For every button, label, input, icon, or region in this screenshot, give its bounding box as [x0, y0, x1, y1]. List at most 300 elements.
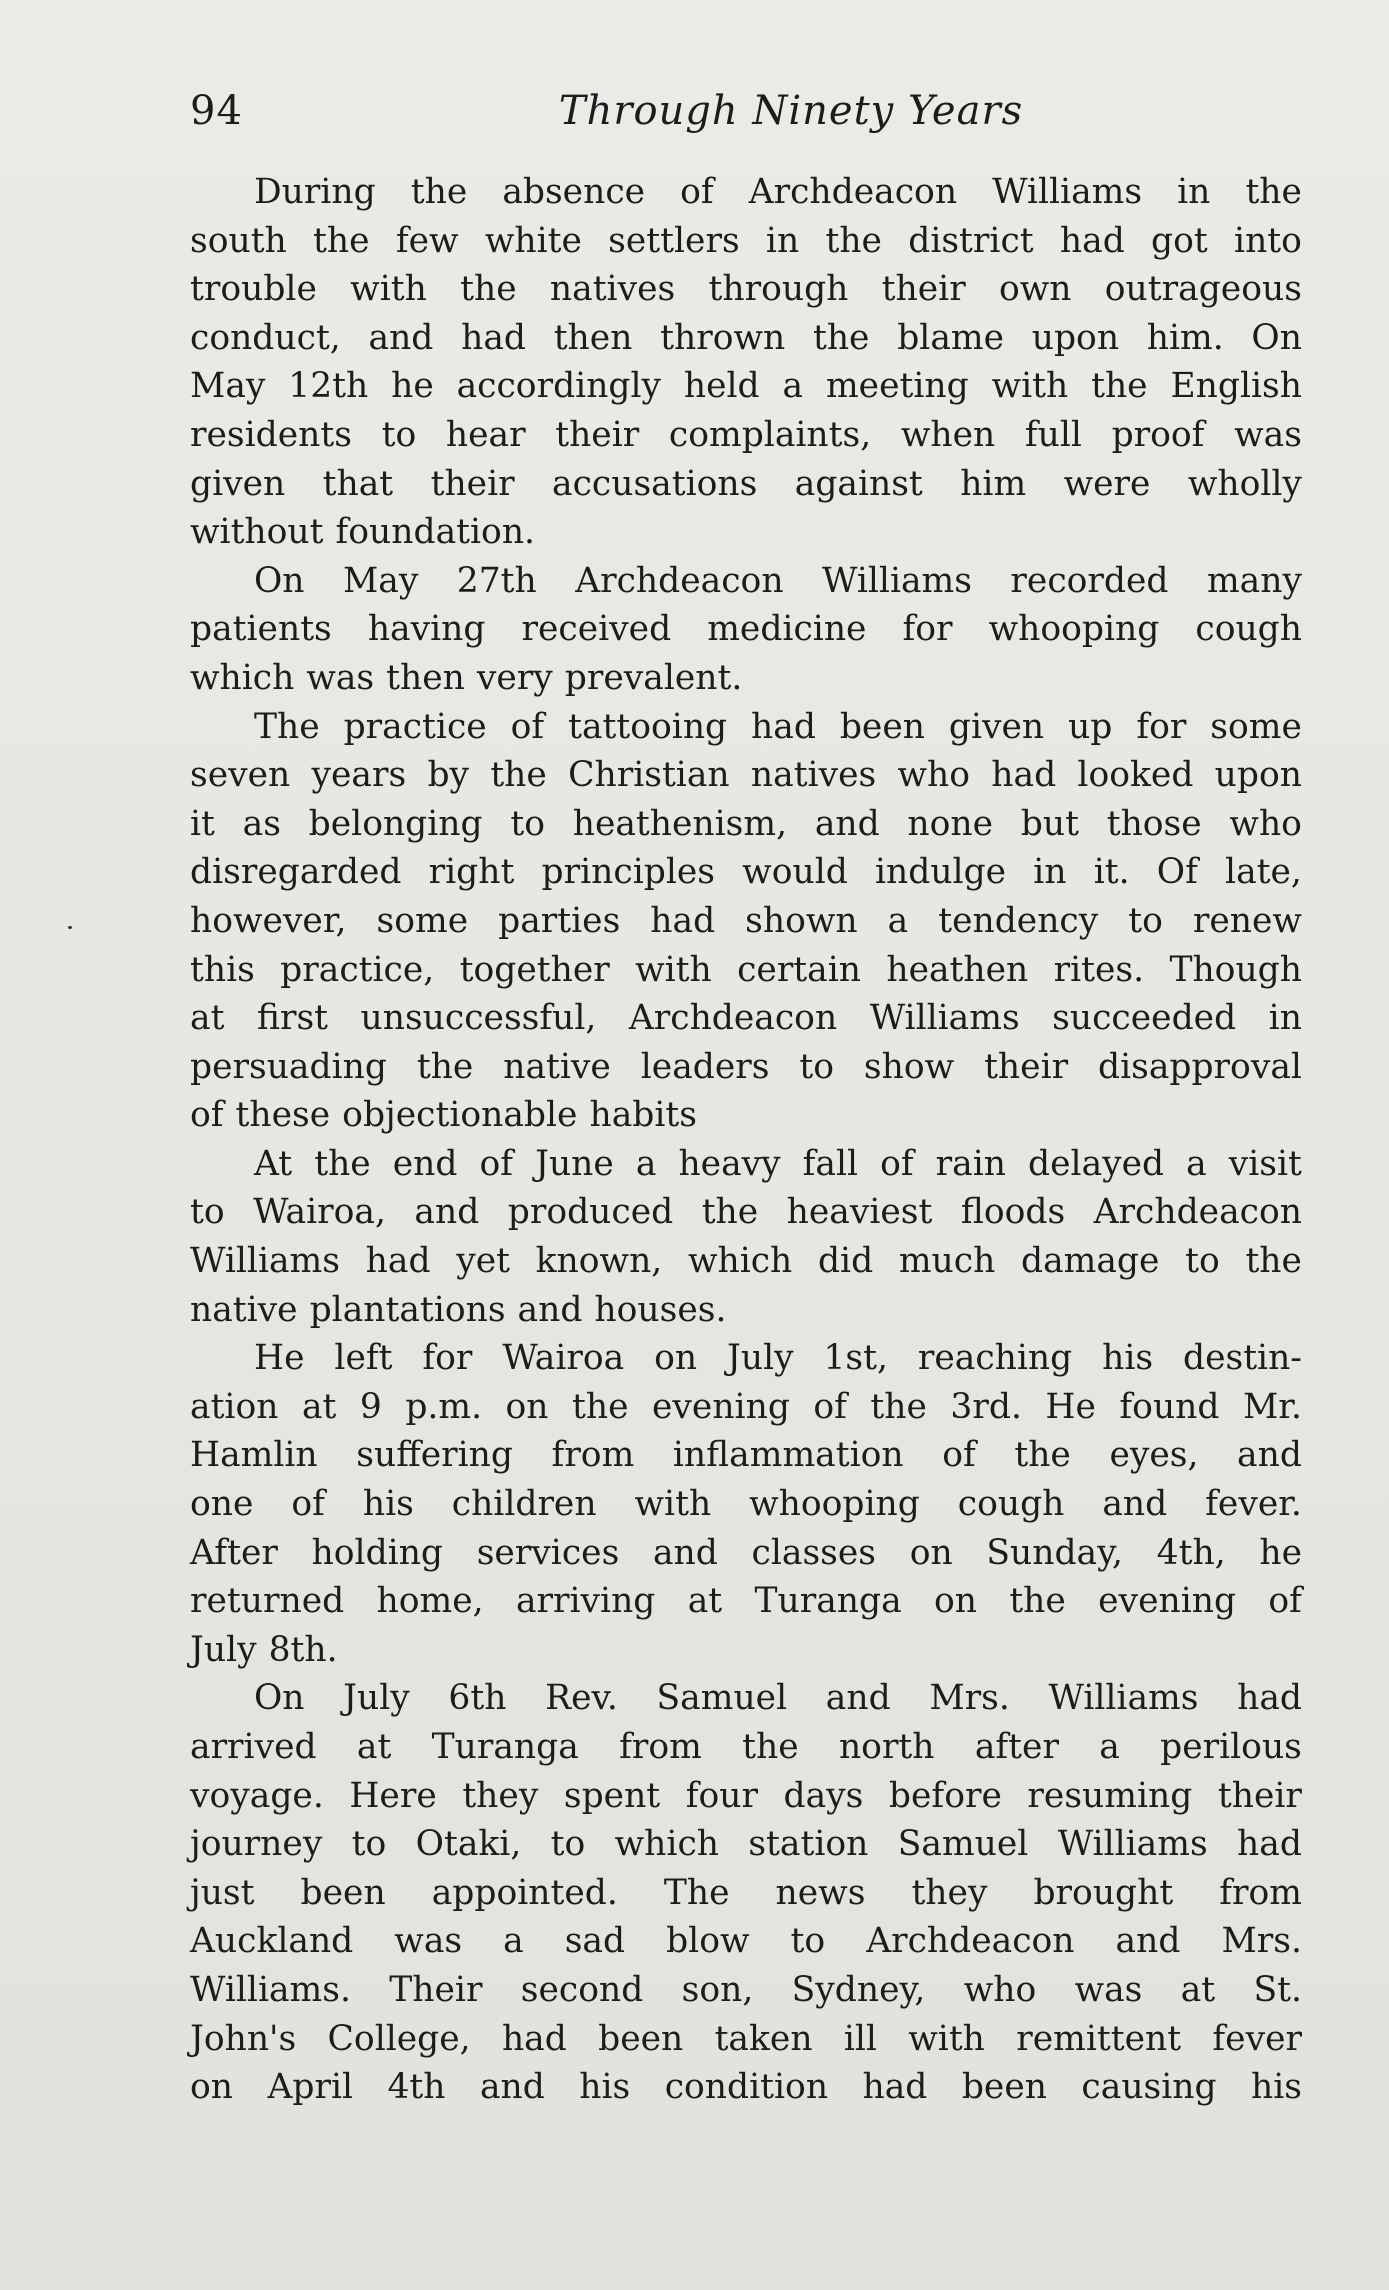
word: son, [681, 1969, 754, 2010]
word: in [1268, 998, 1302, 1039]
word: He [1045, 1386, 1096, 1427]
word: damage [1021, 1241, 1160, 1282]
word: fever. [1205, 1484, 1302, 1525]
word: from [1219, 1872, 1302, 1913]
word: upon [1031, 317, 1120, 358]
text-line [190, 1237, 1302, 1286]
word: a [503, 1921, 524, 1962]
word: 3rd. [950, 1386, 1022, 1427]
word: the [410, 172, 468, 212]
text-line [190, 848, 1302, 897]
word: into [1234, 220, 1302, 261]
word: a [1099, 1727, 1120, 1767]
text-line [190, 362, 1302, 411]
text-line [190, 411, 1302, 460]
word: north [838, 1727, 935, 1767]
word: foundation. [335, 512, 536, 553]
word: and [652, 1532, 718, 1573]
word: absence [502, 172, 646, 212]
word: then [553, 317, 633, 358]
word: sad [564, 1921, 626, 1962]
text-line [190, 1043, 1302, 1092]
word: was [1234, 414, 1302, 455]
word: to [510, 803, 545, 844]
word: fever [1212, 2018, 1302, 2059]
text-line [190, 1723, 1302, 1772]
word: he [391, 366, 434, 407]
word: first [256, 998, 329, 1039]
word: disapproval [1098, 1046, 1302, 1087]
word: ill [843, 2018, 877, 2059]
word: patients [190, 609, 332, 650]
word: tendency [938, 900, 1099, 941]
word: The [663, 1872, 730, 1913]
word: indulge [875, 852, 1007, 893]
word: at [356, 1727, 392, 1767]
word: who [897, 755, 971, 796]
word: of [1268, 1581, 1302, 1622]
word: just [190, 1872, 255, 1913]
word: having [367, 609, 486, 650]
word: appointed. [431, 1872, 618, 1913]
word: Archdeacon [1093, 1192, 1302, 1233]
word: Archdeacon [748, 172, 958, 212]
word: this [190, 949, 255, 990]
word: May [342, 560, 419, 601]
word: received [521, 609, 672, 650]
word: practice, [280, 949, 435, 990]
word: of [190, 1095, 224, 1136]
word: April [267, 2067, 354, 2108]
word: May [190, 366, 266, 407]
text-line [190, 2063, 1302, 2112]
word: been [300, 1872, 386, 1913]
word: Archdeacon [628, 998, 838, 1039]
text-line [190, 1869, 1302, 1918]
word: their [984, 1046, 1069, 1087]
word: causing [1081, 2067, 1217, 2108]
word: had [501, 2018, 567, 2059]
word: had [461, 317, 526, 358]
word: looked [1077, 755, 1194, 796]
word: it. [1093, 852, 1130, 893]
word: accordingly [456, 366, 662, 407]
word: second [520, 1969, 644, 2010]
word: none [907, 803, 994, 844]
text-line [190, 1334, 1302, 1383]
word: and [814, 803, 880, 844]
word: had [862, 2067, 928, 2108]
word: principles [541, 852, 715, 893]
word: Williams [821, 560, 972, 601]
word: had [1237, 1678, 1302, 1719]
word: p.m. [405, 1386, 483, 1427]
word: given [190, 463, 286, 504]
margin-speck [68, 926, 72, 929]
word: for [1136, 706, 1187, 747]
word: 6th [448, 1678, 507, 1719]
word: a [887, 900, 909, 941]
word: eyes, [1109, 1435, 1199, 1476]
word: wholly [1187, 463, 1302, 504]
word: and [1115, 1921, 1181, 1962]
word: taken [714, 2018, 813, 2059]
word: residents [190, 414, 352, 455]
text-line [190, 703, 1302, 752]
word: at [687, 1581, 723, 1622]
word: voyage. [190, 1775, 324, 1816]
text-line [190, 1286, 1302, 1335]
word: prevalent. [564, 657, 743, 698]
word: cough [1195, 609, 1302, 650]
word: spent [563, 1775, 661, 1816]
text-line [190, 314, 1302, 363]
word: the [742, 1727, 799, 1767]
word: which [687, 1241, 793, 1282]
word: reaching [917, 1338, 1073, 1379]
word: Mrs. [1221, 1921, 1302, 1962]
word: of [680, 172, 714, 212]
word: and [368, 317, 434, 358]
word: condition [664, 2067, 829, 2108]
word: Hamlin [190, 1435, 318, 1476]
word: had [751, 706, 816, 747]
word: some [1210, 706, 1302, 747]
word: on [190, 2067, 233, 2108]
text-line [190, 557, 1302, 606]
word: Williams. [190, 1969, 351, 2010]
word: heavy [678, 1143, 781, 1184]
word: 4th, [1156, 1532, 1226, 1573]
text-line [190, 1626, 1302, 1675]
word: together [459, 949, 610, 990]
word: full [1024, 414, 1082, 455]
word: Williams [1057, 1824, 1208, 1865]
word: June [535, 1143, 614, 1184]
word: the [313, 220, 370, 261]
word: arrived [190, 1727, 317, 1767]
word: After [190, 1532, 278, 1573]
text-line [190, 946, 1302, 995]
word: At [254, 1143, 293, 1184]
text-line [190, 897, 1302, 946]
word: from [619, 1727, 702, 1767]
running-title: Through Ninety Years [558, 88, 1024, 134]
word: show [863, 1046, 955, 1087]
word: the [812, 317, 870, 358]
word: his [579, 2067, 631, 2108]
word: however, [190, 900, 347, 941]
word: certain [737, 949, 861, 990]
text-line [190, 1772, 1302, 1821]
word: had [1237, 1824, 1302, 1865]
word: right [428, 852, 515, 893]
word: plantations [309, 1289, 506, 1330]
word: Williams [190, 1241, 340, 1282]
word: objectionable [342, 1095, 578, 1136]
word: some [376, 900, 469, 941]
text-line [190, 1188, 1302, 1237]
word: was [306, 657, 375, 698]
word: with [991, 366, 1069, 407]
word: at [301, 1386, 337, 1427]
word: seven [190, 755, 291, 796]
word: John's [190, 2018, 297, 2059]
word: native [190, 1289, 298, 1330]
text-line [190, 654, 1302, 703]
word: few [395, 220, 459, 261]
word: on [505, 1386, 549, 1427]
word: On [254, 560, 305, 601]
word: evening [1098, 1581, 1237, 1622]
word: heathen [886, 949, 1029, 990]
word: Mrs. [929, 1678, 1010, 1719]
word: but [1020, 803, 1079, 844]
word: their [430, 463, 515, 504]
text-line [190, 2015, 1302, 2064]
word: the [1009, 1581, 1066, 1622]
word: 9 [359, 1386, 382, 1427]
word: natives [549, 269, 676, 310]
word: Mr. [1242, 1386, 1302, 1427]
word: yet [456, 1241, 510, 1282]
word: Wairoa [502, 1338, 625, 1379]
word: of [479, 1143, 514, 1184]
word: classes [751, 1532, 876, 1573]
word: destin- [1182, 1338, 1302, 1379]
word: holding [311, 1532, 443, 1573]
word: his [362, 1484, 414, 1525]
word: to [190, 1192, 225, 1233]
word: whooping [988, 609, 1160, 650]
word: their [1217, 1775, 1302, 1816]
text-line [190, 1674, 1302, 1723]
word: their [555, 414, 640, 455]
word: given [948, 706, 1045, 747]
word: through [708, 269, 849, 310]
word: blow [666, 1921, 750, 1962]
word: years [311, 755, 407, 796]
word: own [998, 269, 1072, 310]
word: inflammation [672, 1435, 904, 1476]
word: Though [1169, 949, 1302, 990]
text-line [190, 605, 1302, 654]
word: news [775, 1872, 866, 1913]
word: Samuel [656, 1678, 788, 1719]
word: suffering [356, 1435, 513, 1476]
word: white [484, 220, 582, 261]
word: and [1102, 1484, 1168, 1525]
word: then [386, 657, 465, 698]
text-line [190, 751, 1302, 800]
text-line [190, 508, 1302, 557]
word: proof [1111, 414, 1205, 455]
word: the [1091, 366, 1148, 407]
word: very [476, 657, 553, 698]
word: the [572, 1386, 629, 1427]
word: to [1185, 1241, 1220, 1282]
word: with [350, 269, 427, 310]
word: natives [750, 755, 877, 796]
word: known, [535, 1241, 663, 1282]
word: before [888, 1775, 1002, 1816]
word: as [242, 803, 281, 844]
word: brought [1033, 1872, 1174, 1913]
word: unsuccessful, [360, 998, 597, 1039]
word: against [794, 463, 923, 504]
word: days [783, 1775, 864, 1816]
word: the [701, 1192, 759, 1233]
word: and [414, 1192, 480, 1233]
word: services [476, 1532, 620, 1573]
word: without [190, 512, 324, 553]
word: arriving [515, 1581, 656, 1622]
word: south [190, 220, 287, 261]
word: and [825, 1678, 891, 1719]
word: the [1245, 1241, 1302, 1282]
word: and [1237, 1435, 1302, 1476]
word: station [748, 1824, 869, 1865]
word: Williams [992, 172, 1143, 212]
word: one [190, 1484, 254, 1525]
word: rites. [1053, 949, 1145, 990]
word: Otaki, [415, 1824, 522, 1865]
word: Samuel [897, 1824, 1029, 1865]
word: tattooing [568, 706, 728, 747]
word: of [510, 706, 545, 747]
word: Of [1156, 852, 1198, 893]
word: the [460, 269, 517, 310]
word: those [1106, 803, 1202, 844]
text-line [190, 1431, 1302, 1480]
text-line [190, 800, 1302, 849]
word: of [291, 1484, 325, 1525]
word: these [235, 1095, 331, 1136]
word: held [683, 366, 760, 407]
body-text [190, 168, 1302, 2112]
word: found [1119, 1386, 1220, 1427]
word: upon [1214, 755, 1302, 796]
word: outrageous [1104, 269, 1302, 310]
word: in [1177, 172, 1211, 212]
word: heaviest [786, 1192, 933, 1233]
word: the [825, 220, 882, 261]
word: after [974, 1727, 1059, 1767]
word: the [490, 755, 547, 796]
word: and [517, 1289, 583, 1330]
word: he [1259, 1532, 1302, 1573]
word: to [790, 1921, 826, 1962]
word: belonging [308, 803, 483, 844]
word: Turanga [431, 1727, 579, 1767]
word: Rev. [545, 1678, 618, 1719]
word: complaints, [668, 414, 872, 455]
text-line [190, 1480, 1302, 1529]
word: many [1206, 560, 1302, 601]
word: Here [349, 1775, 437, 1816]
word: College, [327, 2018, 471, 2059]
word: on [909, 1532, 953, 1573]
word: of [880, 1143, 914, 1184]
word: him. [1146, 317, 1224, 358]
word: July [727, 1338, 794, 1379]
word: in [765, 220, 800, 261]
word: resuming [1027, 1775, 1193, 1816]
word: home, [376, 1581, 484, 1622]
word: been [961, 2067, 1047, 2108]
text-line [190, 1091, 1302, 1140]
text-line [190, 994, 1302, 1043]
word: 1st, [823, 1338, 888, 1379]
text-line [190, 1383, 1302, 1432]
word: they [911, 1872, 988, 1913]
text-line [190, 217, 1302, 266]
word: Archdeacon [866, 1921, 1075, 1962]
word: had [365, 1241, 431, 1282]
word: been [598, 2018, 684, 2059]
word: that [322, 463, 394, 504]
word: July [190, 1629, 257, 1670]
word: four [685, 1775, 758, 1816]
word: Wairoa, [253, 1192, 386, 1233]
text-line [190, 460, 1302, 509]
word: produced [507, 1192, 674, 1233]
word: delayed [1028, 1143, 1165, 1184]
word: at [190, 998, 225, 1039]
word: 12th [288, 366, 369, 407]
word: 8th. [268, 1629, 338, 1670]
word: when [900, 414, 996, 455]
word: recorded [1010, 560, 1169, 601]
word: had [991, 755, 1057, 796]
word: at [1180, 1969, 1216, 2010]
word: 27th [456, 560, 537, 601]
text-line [190, 1529, 1302, 1578]
word: hear [445, 414, 526, 455]
word: Sydney, [791, 1969, 926, 2010]
word: conduct, [190, 317, 341, 358]
word: who [963, 1969, 1037, 2010]
word: disregarded [190, 852, 402, 893]
word: meeting [825, 366, 969, 407]
word: journey [190, 1824, 323, 1865]
word: settlers [608, 220, 740, 261]
word: to [799, 1046, 835, 1087]
word: the [870, 1386, 927, 1427]
word: the [314, 1143, 371, 1184]
word: During [254, 172, 376, 212]
word: St. [1253, 1969, 1302, 2010]
word: parties [498, 900, 621, 941]
word: with [635, 949, 712, 990]
word: native [503, 1046, 611, 1087]
word: a [635, 1143, 657, 1184]
word: Their [389, 1969, 483, 2010]
word: was [394, 1921, 463, 1962]
word: left [334, 1338, 393, 1379]
word: much [898, 1241, 996, 1282]
word: it [190, 803, 215, 844]
text-line [190, 1917, 1302, 1966]
word: the [1245, 172, 1302, 212]
word: He [254, 1338, 305, 1379]
word: heathenism, [572, 803, 788, 844]
word: Williams [1048, 1678, 1199, 1719]
word: with [908, 2018, 985, 2059]
word: who [1229, 803, 1302, 844]
word: ation [190, 1386, 279, 1427]
word: did [817, 1241, 874, 1282]
